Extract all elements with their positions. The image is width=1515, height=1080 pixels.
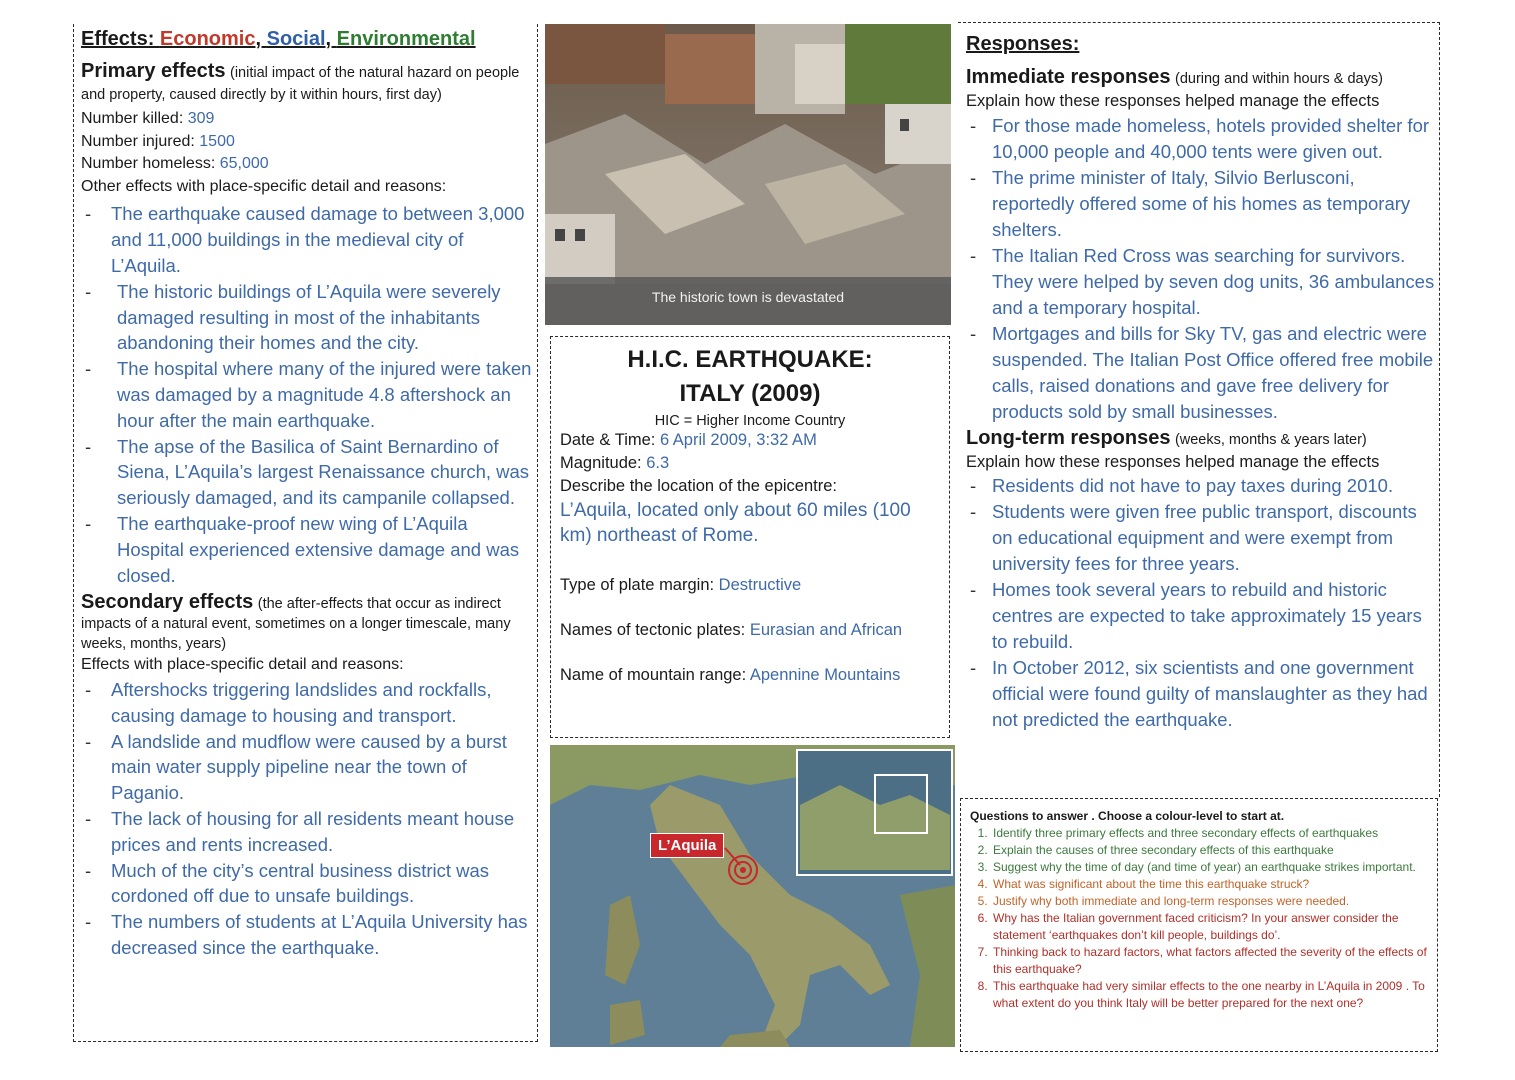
- question-item: 2. Explain the causes of three secondary effects of this earthquake: [991, 842, 1437, 859]
- secondary-effects-label: Effects with place-specific detail and reasons:: [81, 656, 404, 674]
- list-item: - The hospital where many of the injured were taken was damaged by a magnitude 4.8 aftershock an hour after the main earthquake.: [81, 356, 533, 433]
- list-item: - For those made homeless, hotels provided shelter for 10,000 people and 40,000 tents were given out.: [966, 113, 1436, 165]
- list-item: - The earthquake caused damage to between 3,000 and 11,000 buildings in the medieval city of L’Aquila.: [81, 201, 533, 278]
- plates-row: [560, 619, 949, 642]
- longterm-title-text: Long-term responses: [966, 426, 1171, 449]
- effects-heading: [81, 28, 533, 51]
- list-item: - The historic buildings of L’Aquila were severely damaged resulting in most of the inhabitants abandoning their homes and the city.: [81, 279, 533, 356]
- facts-panel: [550, 336, 950, 738]
- comma: ,: [325, 28, 337, 50]
- secondary-effects-title: [81, 592, 533, 654]
- magnitude-value: 6.3: [646, 454, 670, 472]
- list-item: - In October 2012, six scientists and one government official were found guilty of manslaughter as they had not predicted the earthquake.: [966, 655, 1436, 733]
- photo-caption: The historic town is devastated: [545, 277, 951, 325]
- social-label: Social: [266, 28, 326, 50]
- question-item: 7. Thinking back to hazard factors, what factors affected the severity of the effects of this earthquake?: [991, 944, 1437, 978]
- primary-note: (initial impact of the natural hazard on people and property, caused directly by it within hours, first day): [81, 65, 520, 103]
- list-item: - Aftershocks triggering landslides and rockfalls, causing damage to housing and transport.: [81, 677, 533, 729]
- immediate-responses-title: [966, 66, 1436, 90]
- range-value: Apennine Mountains: [749, 666, 901, 684]
- secondary-effects-list: [81, 677, 533, 961]
- list-item: - Homes took several years to rebuild and historic centres are expected to take approximately 15 years to rebuild.: [966, 577, 1436, 655]
- list-item: - The apse of the Basilica of Saint Bernardino of Siena, L’Aquila’s largest Renaissance church, was seriously damaged, and its campanile collapsed.: [81, 434, 533, 511]
- list-item: - Mortgages and bills for Sky TV, gas and electric were suspended. The Italian Post Office offered free mobile calls, raised donations and gave free delivery for products sold by small businesses.: [966, 321, 1436, 425]
- magnitude-label: Magnitude:: [560, 454, 647, 472]
- killed-label: Number killed:: [81, 110, 188, 127]
- epicentre-label: Describe the location of the epicentre:: [560, 477, 837, 495]
- date-label: Date & Time:: [560, 431, 660, 449]
- longterm-responses-title: [966, 427, 1436, 451]
- question-item: 1. Identify three primary effects and three secondary effects of earthquakes: [991, 825, 1437, 842]
- epicentre-value: L’Aquila, located only about 60 miles (100 km) northeast of Rome.: [560, 500, 911, 546]
- homeless-label: Number homeless:: [81, 155, 220, 173]
- responses-panel: [958, 22, 1440, 797]
- plate-margin-row: [560, 574, 949, 597]
- magnitude-row: [560, 452, 949, 475]
- questions-list: [961, 825, 1437, 1012]
- primary-title-text: Primary effects: [81, 60, 226, 82]
- facts-title: H.I.C. EARTHQUAKE:: [627, 346, 873, 373]
- primary-effects-list: [81, 201, 533, 588]
- economic-label: Economic: [159, 28, 256, 50]
- environmental-label: Environmental: [336, 28, 476, 50]
- list-item: - The lack of housing for all residents meant house prices and rents increased.: [81, 806, 533, 858]
- plates-label: Names of tectonic plates:: [560, 621, 750, 639]
- longterm-explain: Explain how these responses helped manage the effects: [966, 452, 1380, 471]
- injured-row: [81, 131, 533, 154]
- immediate-responses-list: [966, 113, 1436, 425]
- secondary-note: (the after-effects that occur as indirect impacts of a natural event, sometimes on a longer timescale, many weeks, months, years): [81, 596, 511, 653]
- hic-note: HIC = Higher Income Country: [654, 413, 846, 429]
- immediate-title-text: Immediate responses: [966, 66, 1171, 88]
- italy-map: [550, 745, 955, 1047]
- homeless-row: [81, 153, 533, 176]
- date-value: 6 April 2009, 3:32 AM: [659, 431, 817, 449]
- longterm-note: (weeks, months & years later): [1174, 431, 1367, 448]
- other-effects-label: Other effects with place-specific detail and reasons:: [81, 177, 447, 195]
- list-item: - Much of the city’s central business district was cordoned off due to unsafe buildings.: [81, 858, 533, 910]
- plates-value: Eurasian and African: [749, 621, 903, 639]
- homeless-value: 65,000: [219, 155, 269, 173]
- question-item: 6. Why has the Italian government faced criticism? In your answer consider the statement ‘earthquakes don’t kill people, buildings do’.: [991, 910, 1437, 944]
- immediate-note: (during and within hours & days): [1174, 71, 1383, 87]
- questions-panel: [960, 798, 1438, 1052]
- injured-value: 1500: [199, 132, 235, 150]
- secondary-title-text: Secondary effects: [81, 591, 254, 614]
- primary-effects-title: [81, 60, 533, 106]
- date-row: [560, 429, 949, 452]
- list-item: - The prime minister of Italy, Silvio Berlusconi, reportedly offered some of his homes as temporary shelters.: [966, 165, 1436, 243]
- question-item: 3. Suggest why the time of day (and time of year) an earthquake strikes important.: [991, 859, 1437, 876]
- killed-row: [81, 108, 533, 131]
- list-item: - The numbers of students at L’Aquila University has decreased since the earthquake.: [81, 909, 533, 961]
- injured-label: Number injured:: [81, 132, 200, 150]
- questions-heading: Questions to answer . Choose a colour-level to start at.: [970, 809, 1285, 823]
- list-item: - Residents did not have to pay taxes during 2010.: [966, 473, 1436, 499]
- question-item: 4. What was significant about the time this earthquake struck?: [991, 876, 1437, 893]
- comma: ,: [255, 28, 267, 50]
- laquila-map-label: L’Aquila: [650, 833, 724, 858]
- list-item: - A landslide and mudflow were caused by a burst main water supply pipeline near the town of Paganio.: [81, 729, 533, 806]
- effects-heading-prefix: Effects:: [81, 28, 160, 50]
- map-image: [550, 745, 955, 1047]
- list-item: - The earthquake-proof new wing of L’Aquila Hospital experienced extensive damage and was closed.: [81, 511, 533, 588]
- question-item: 5. Justify why both immediate and long-term responses were needed.: [991, 893, 1437, 910]
- range-label: Name of mountain range:: [560, 666, 750, 684]
- effects-panel: [73, 24, 538, 1042]
- margin-value: Destructive: [718, 576, 802, 594]
- devastation-photo: [545, 24, 951, 325]
- killed-value: 309: [187, 110, 215, 127]
- margin-label: Type of plate margin:: [560, 576, 719, 594]
- list-item: - Students were given free public transport, discounts on educational equipment and were exempt from university fees for three years.: [966, 499, 1436, 577]
- immediate-explain: Explain how these responses helped manage the effects: [966, 92, 1380, 110]
- facts-subtitle: ITALY (2009): [679, 380, 821, 407]
- longterm-responses-list: [966, 473, 1436, 733]
- list-item: - The Italian Red Cross was searching for survivors. They were helped by seven dog units, 36 ambulances and a temporary hospital.: [966, 243, 1436, 321]
- question-item: 8. This earthquake had very similar effects to the one nearby in L’Aquila in 2009 . To what extent do you think Italy will be better prepared for the next one?: [991, 978, 1437, 1012]
- responses-heading: Responses:: [966, 33, 1080, 55]
- mountain-range-row: [560, 664, 949, 687]
